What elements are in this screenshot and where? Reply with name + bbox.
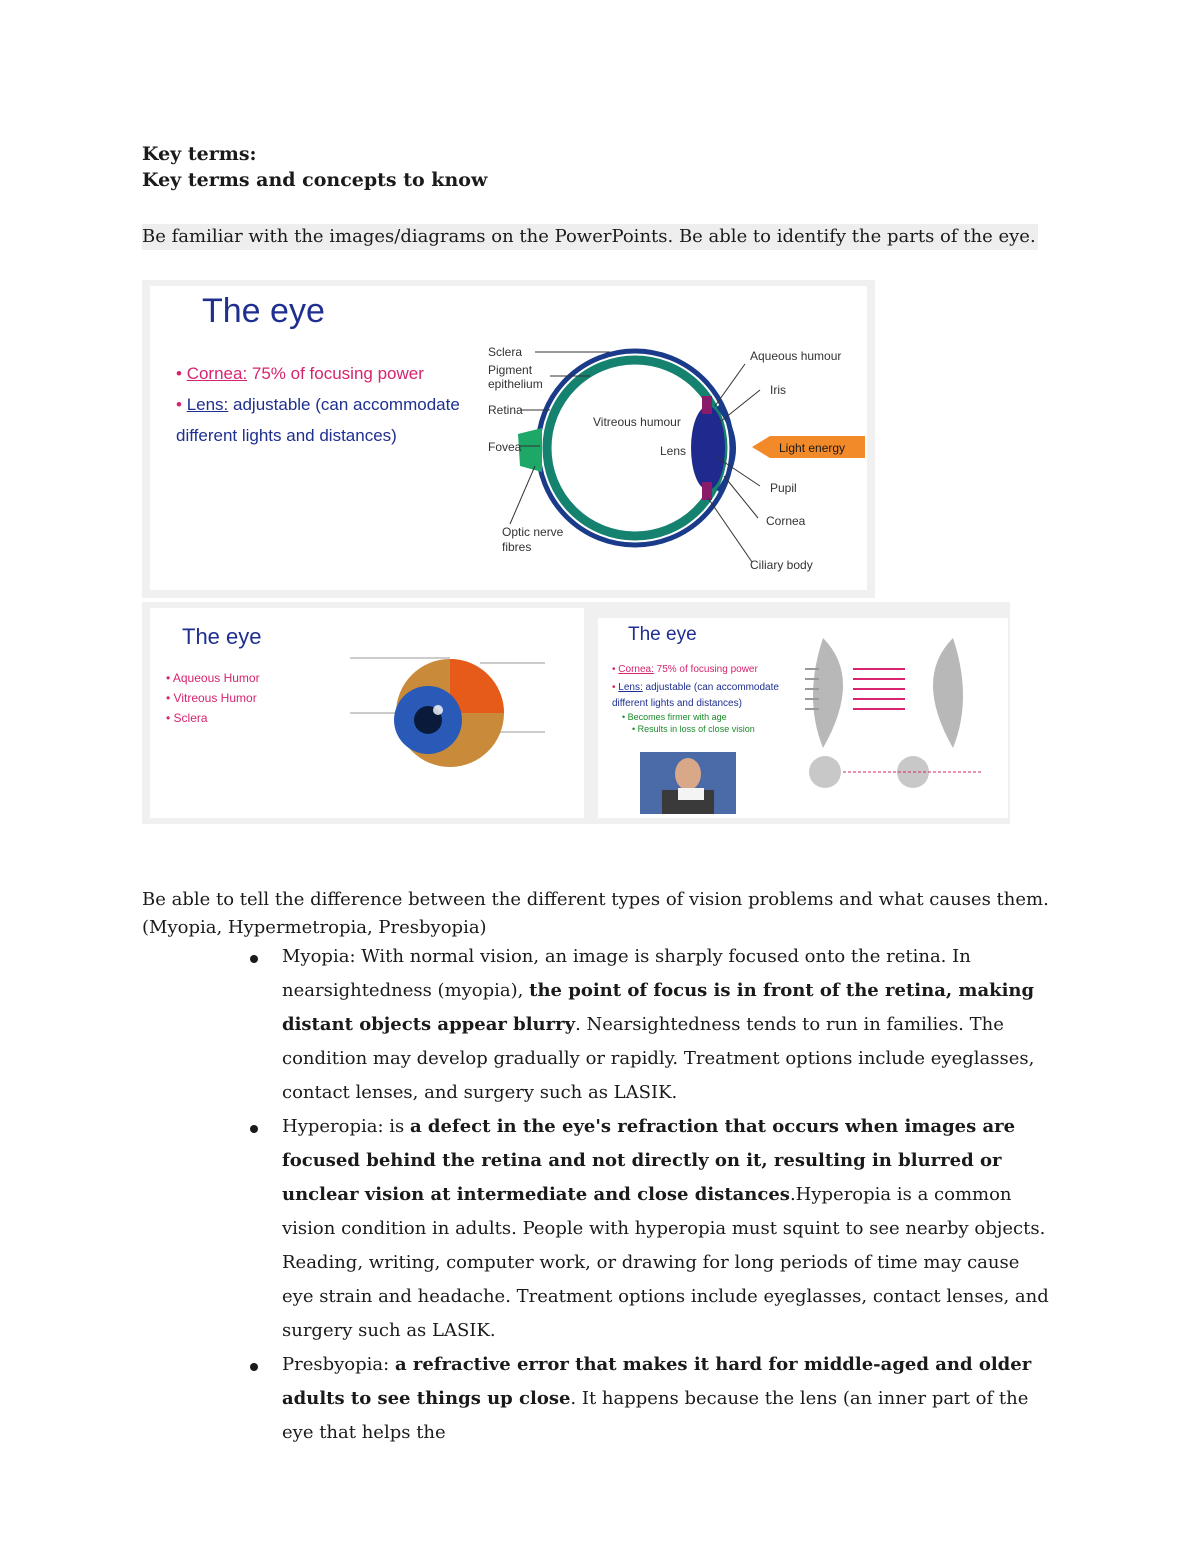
eye-3d-illustration: [350, 648, 580, 778]
label-retina: Retina: [488, 403, 523, 417]
slide3-bullet-cornea: • Cornea: 75% of focusing power: [612, 664, 758, 675]
slide-eye-3d: [142, 602, 592, 824]
label-iris: Iris: [770, 383, 786, 397]
label-pigment: Pigment: [488, 363, 533, 377]
doc-title: Key terms:: [142, 143, 257, 165]
lens-accommodation-diagram: [803, 638, 1003, 798]
label-lens: Lens: [660, 444, 687, 458]
slide3-sub-2: • Results in loss of close vision: [632, 724, 755, 734]
intro-text: Be familiar with the images/diagrams on the PowerPoints. Be able to identify the parts of the eye.: [142, 226, 1038, 247]
slide2-item-1: • Aqueous Humor: [166, 671, 260, 685]
slide3-bullet-lens: • Lens: adjustable (can accommodate: [612, 682, 779, 693]
slide-bullet-lens-cont: different lights and distances): [176, 426, 397, 445]
slide2-title: The eye: [182, 624, 262, 649]
list-item-hyperopia: Hyperopia: is a defect in the eye's refraction that occurs when images are focused behind the retina and not directly on it, resulting in blurred or unclear vision at intermediate and close distances.Hyperopia is a common vision condition in adults. People with hyperopia must squint to see nearby objects. Reading, writing, computer work, or drawing for long periods of time may cause eye strain and headache. Treatment options include eyeglasses, contact lenses, and surgery such as LASIK.: [250, 1110, 1050, 1348]
label-light-energy: Light energy: [779, 441, 846, 455]
slide3-bullet-lens-cont: different lights and distances): [612, 698, 742, 709]
label-epithelium: epithelium: [488, 377, 543, 391]
label-vitreous: Vitreous humour: [593, 415, 681, 429]
list-item-myopia: Myopia: With normal vision, an image is sharply focused onto the retina. In nearsightedness (myopia), the point of focus is in front of the retina, making distant objects appear blurry. Nearsightedness tends to run in families. The condition may develop gradually or rapidly. Treatment options include eyeglasses, contact lenses, and surgery such as LASIK.: [250, 940, 1050, 1110]
slide-title: The eye: [202, 292, 325, 330]
difference-text: Be able to tell the difference between the different types of vision problems and what causes them.: [142, 889, 1049, 910]
doc-subtitle: Key terms and concepts to know: [142, 169, 488, 191]
slide2-item-3: • Sclera: [166, 711, 208, 725]
slide-lens-aging: [590, 602, 1010, 824]
difference-list: (Myopia, Hypermetropia, Presbyopia): [142, 917, 487, 938]
slide-eye-anatomy: [142, 280, 875, 598]
label-optic-nerve: Optic nerve: [502, 525, 564, 539]
label-fibres: fibres: [502, 540, 532, 554]
eye-diagram: [480, 326, 865, 586]
vision-problems-list: [250, 940, 1050, 1450]
label-cornea: Cornea: [766, 514, 806, 528]
list-item-presbyopia: Presbyopia: a refractive error that makes it hard for middle-aged and older adults to see things up close. It happens because the lens (an inner part of the eye that helps the: [250, 1348, 1050, 1450]
photo-man-reading: [640, 752, 736, 814]
label-fovea: Fovea: [488, 440, 522, 454]
slide2-item-2: • Vitreous Humor: [166, 691, 257, 705]
label-sclera: Sclera: [488, 345, 523, 359]
slide-bullet-cornea: • Cornea: 75% of focusing power: [176, 364, 424, 383]
slide-bullet-lens: • Lens: adjustable (can accommodate: [176, 395, 460, 414]
slide3-sub-1: • Becomes firmer with age: [622, 712, 727, 722]
label-aqueous: Aqueous humour: [750, 349, 842, 363]
label-pupil: Pupil: [770, 481, 797, 495]
label-ciliary: Ciliary body: [750, 558, 813, 572]
slide3-title: The eye: [628, 624, 697, 645]
